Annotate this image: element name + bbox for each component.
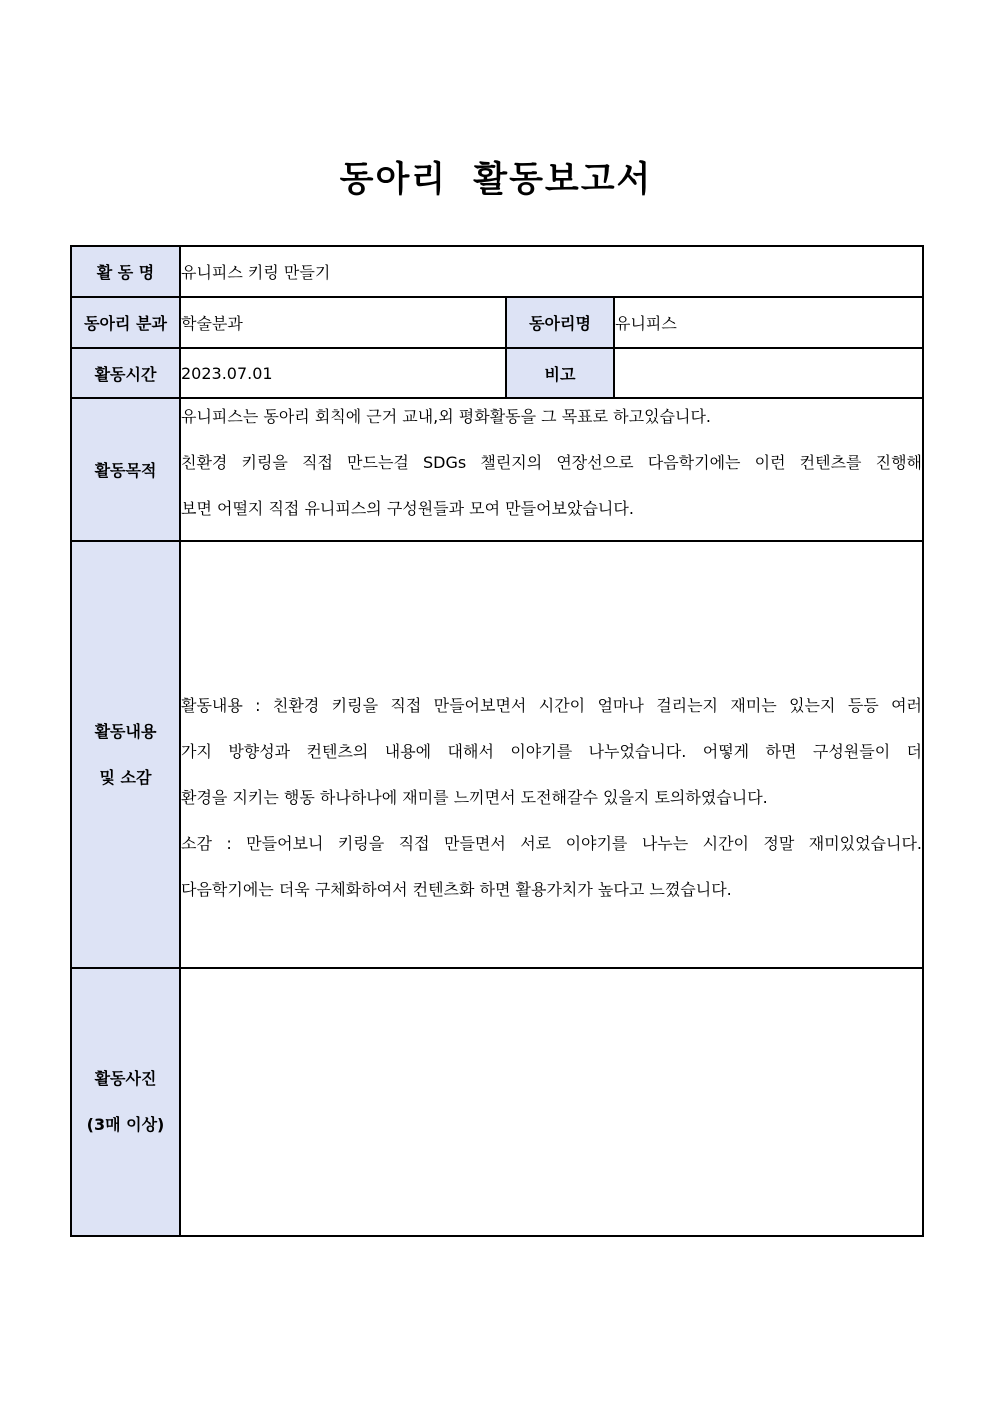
club-category-label: 동아리 분과 [71,297,180,348]
club-name-label: 동아리명 [506,297,614,348]
purpose-text [181,394,922,532]
activity-time-label: 활동시간 [71,348,180,398]
content-line: 활동내용 : 친환경 키링을 직접 만들어보면서 시간이 얼마나 걸리는지 재미는 있는지 등등 여러 [181,695,923,715]
photos-label-line: (3매 이상) [86,1115,165,1134]
content-line: 가지 방향성과 컨텐츠의 내용에 대해서 이야기를 나누었습니다. 어떻게 하면 구성원들이 더 [181,741,923,761]
content-label-line: 활동내용 [94,721,157,741]
content-line: 다음학기에는 더욱 구체화하여서 컨텐츠화 하면 활용가치가 높다고 느꼈습니다. [181,879,732,899]
activity-name-value: 유니피스 키링 만들기 [180,246,923,297]
content-label [71,541,180,968]
activity-name-label: 활 동 명 [71,246,180,297]
photos-area[interactable] [180,968,923,1236]
remarks-label: 비고 [506,348,614,398]
row-activity-name [71,246,923,297]
activity-report-table [70,245,924,1237]
purpose-line: 친환경 키링을 직접 만드는걸 SDGs 챌린지의 연장선으로 다음학기에는 이런 컨텐츠를 진행해 [181,453,923,472]
purpose-value [180,398,923,541]
row-photos [71,968,923,1236]
remarks-value [614,348,923,398]
content-text [181,683,922,913]
row-purpose [71,398,923,541]
purpose-label: 활동목적 [71,398,180,541]
row-activity-time [71,348,923,398]
content-value [180,541,923,968]
content-line: 소감 : 만들어보니 키링을 직접 만들면서 서로 이야기를 나누는 시간이 정말 재미있었습니다. [181,833,923,853]
club-category-value: 학술분과 [180,297,506,348]
photos-label-line: 활동사진 [94,1069,157,1088]
document-title: 동아리 활동보고서 [339,160,653,200]
row-content [71,541,923,968]
purpose-line: 유니피스는 동아리 회칙에 근거 교내,외 평화활동을 그 목표로 하고있습니다. [181,407,711,426]
activity-time-value: 2023.07.01 [180,348,506,398]
photos-label [71,968,180,1236]
row-club-info [71,297,923,348]
content-line: 환경을 지키는 행동 하나하나에 재미를 느끼면서 도전해갈수 있을지 토의하였습니다. [181,787,768,807]
club-name-value: 유니피스 [614,297,923,348]
purpose-line: 보면 어떨지 직접 유니피스의 구성원들과 모여 만들어보았습니다. [181,499,634,518]
content-label-line: 및 소감 [99,767,152,787]
